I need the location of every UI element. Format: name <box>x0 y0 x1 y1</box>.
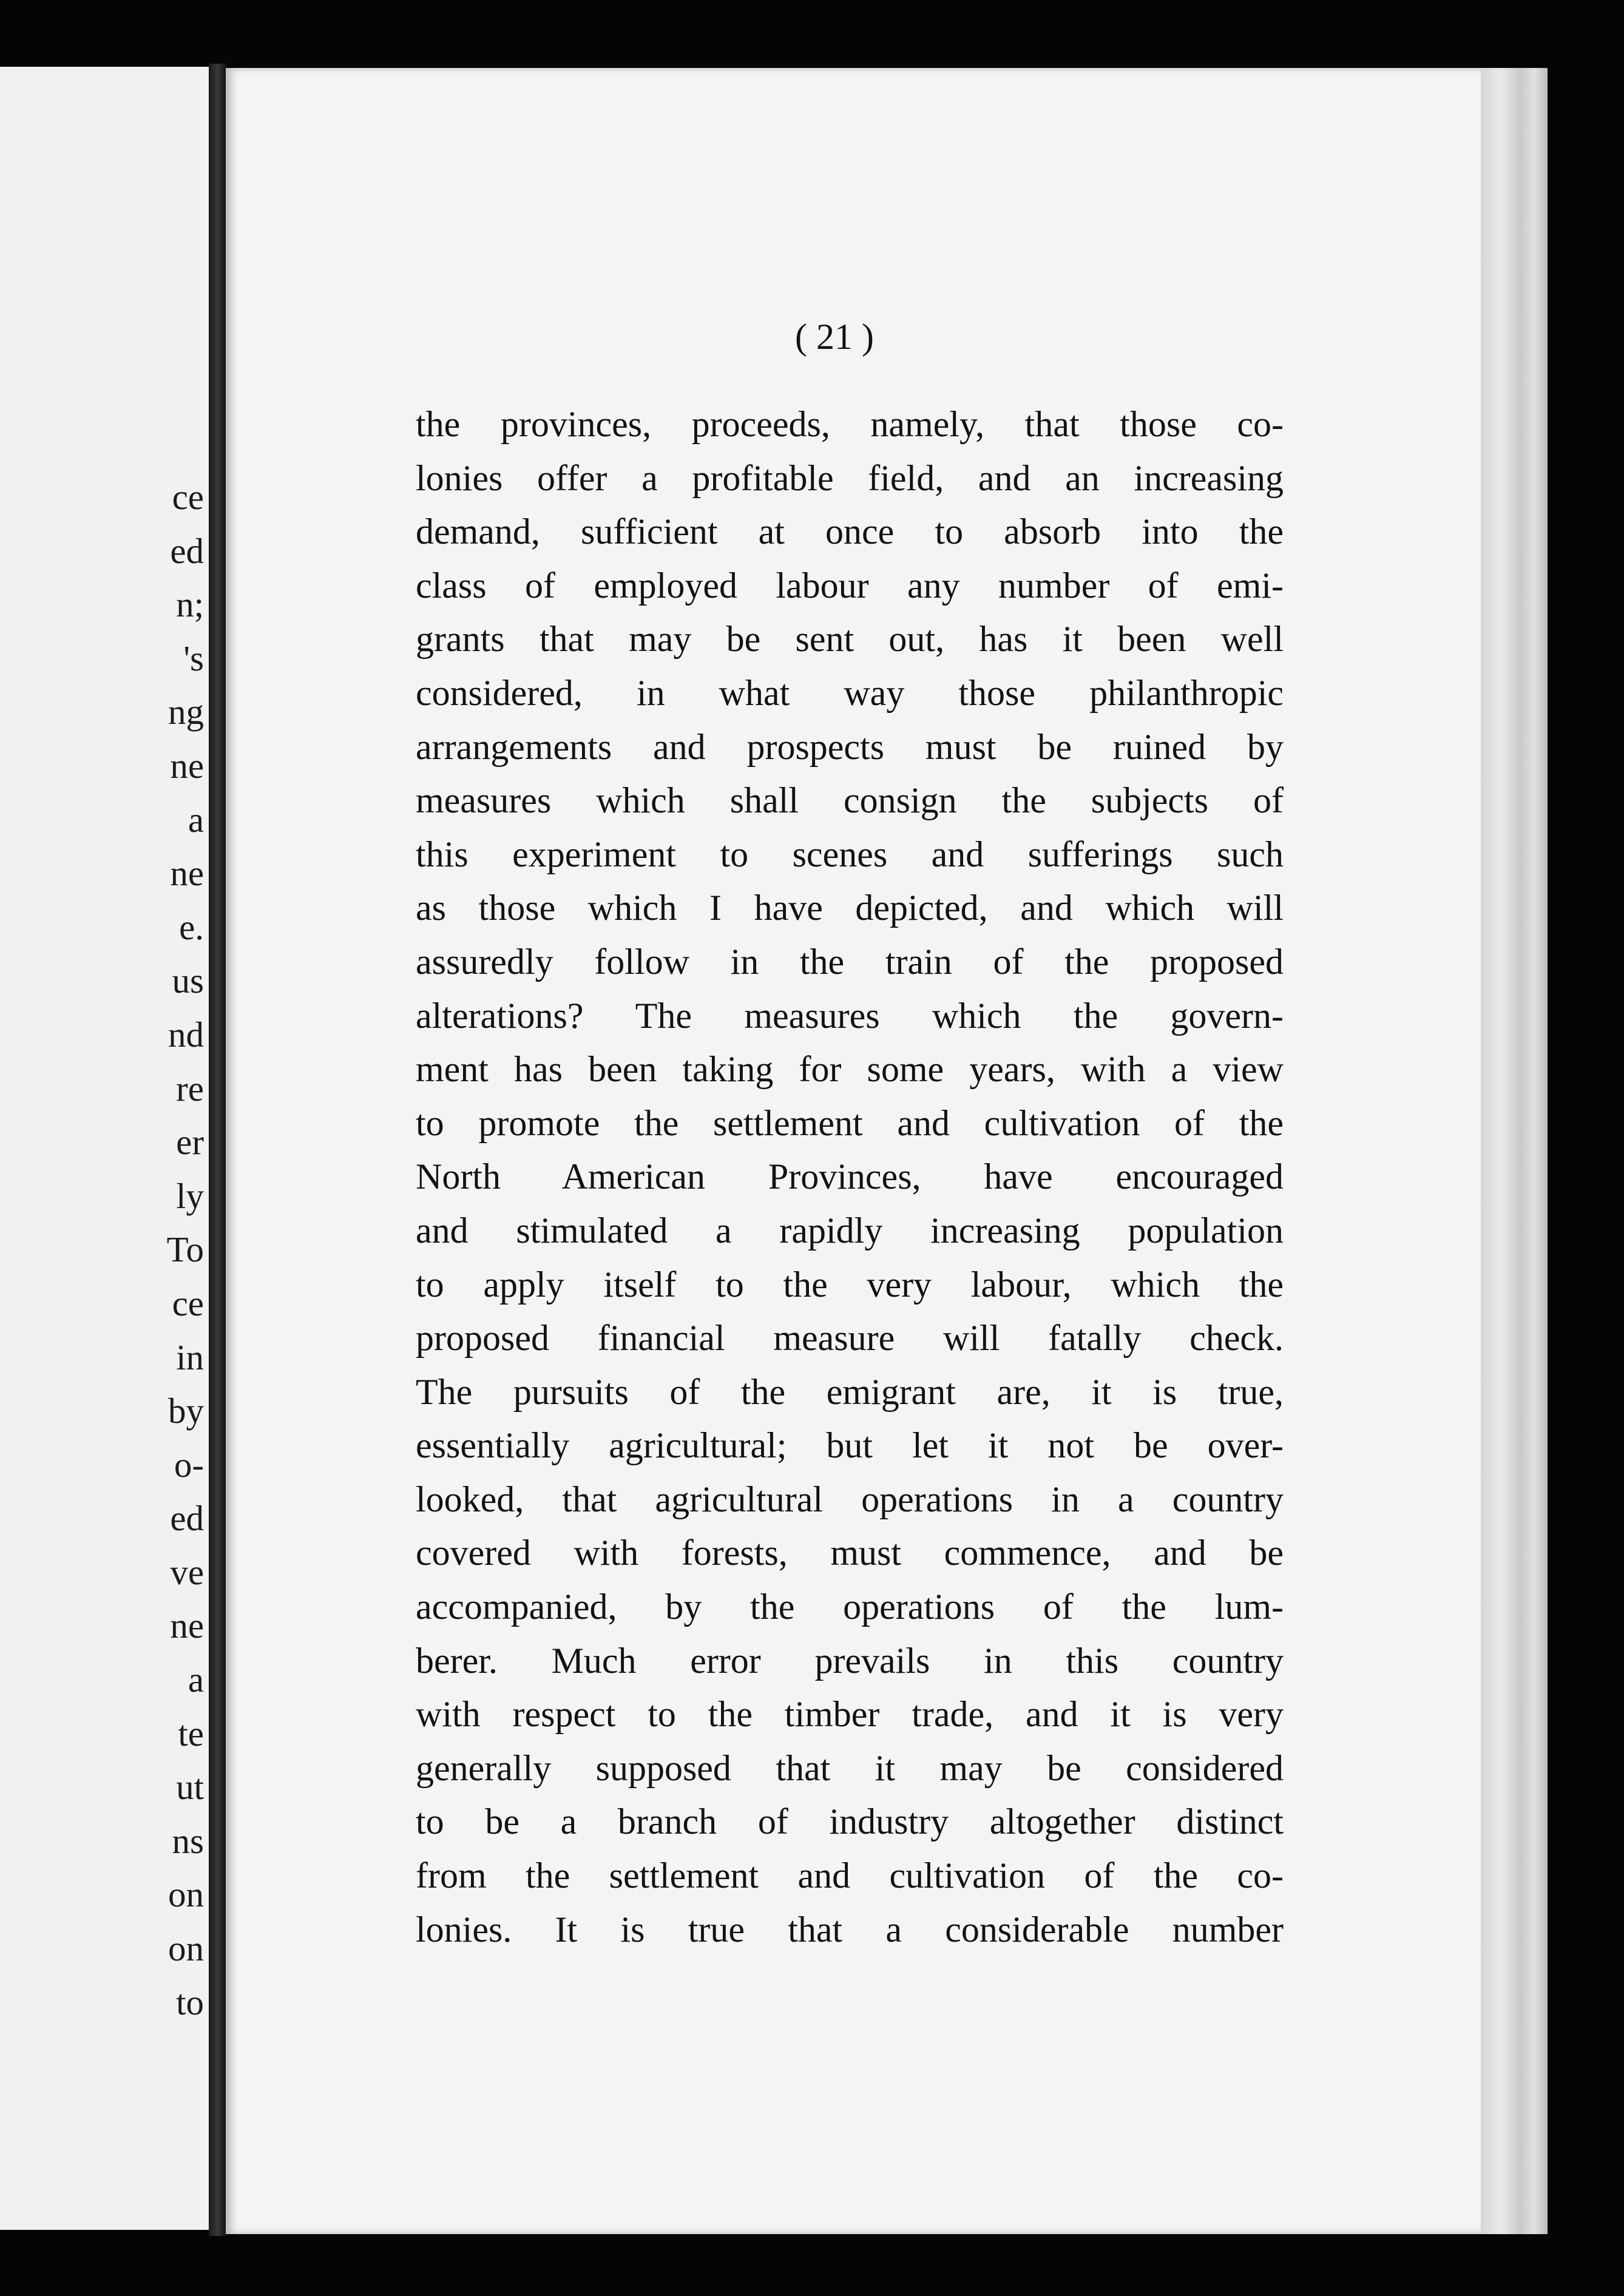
facing-line-fragment: to <box>176 1982 204 2022</box>
facing-line-fragment: re <box>176 1068 204 1109</box>
facing-page <box>0 67 215 2230</box>
text-line: measures which shall consign the subjects of <box>416 780 1284 821</box>
text-line: North American Provinces, have encouraged <box>416 1156 1284 1197</box>
text-line: to apply itself to the very labour, which the <box>416 1264 1284 1305</box>
page-edges <box>1481 68 1548 2234</box>
facing-line-fragment: er <box>176 1122 204 1163</box>
text-line: to promote the settlement and cultivation of the <box>416 1102 1284 1143</box>
text-line: as those which I have depicted, and which will <box>416 888 1284 928</box>
facing-line-fragment: on <box>168 1874 204 1915</box>
facing-line-fragment: nd <box>168 1014 204 1055</box>
facing-line-fragment: ne <box>170 745 204 786</box>
facing-line-fragment: us <box>172 961 204 1001</box>
page-number: ( 21 ) <box>795 316 874 357</box>
facing-line-fragment: ce <box>172 1283 204 1323</box>
facing-line-fragment: 's <box>183 638 204 678</box>
text-line: the provinces, proceeds, namely, that those co- <box>416 404 1284 444</box>
facing-line-fragment: ne <box>170 853 204 894</box>
facing-line-fragment: ut <box>176 1767 204 1808</box>
text-line: berer. Much error prevails in this country <box>416 1640 1284 1681</box>
facing-line-fragment: To <box>166 1229 204 1270</box>
text-line: alterations? The measures which the govern- <box>416 995 1284 1036</box>
text-line: from the settlement and cultivation of the co- <box>416 1855 1284 1896</box>
text-line: ment has been taking for some years, with a view <box>416 1049 1284 1090</box>
text-line: considered, in what way those philanthropic <box>416 672 1284 713</box>
facing-line-fragment: ed <box>170 530 204 571</box>
facing-line-fragment: n; <box>176 584 204 625</box>
facing-line-fragment: a <box>188 1660 204 1700</box>
text-line: proposed financial measure will fatally check. <box>416 1318 1284 1359</box>
facing-line-fragment: ed <box>170 1498 204 1539</box>
facing-line-fragment: on <box>168 1928 204 1969</box>
facing-line-fragment: te <box>178 1713 204 1754</box>
text-line: to be a branch of industry altogether distinct <box>416 1801 1284 1842</box>
text-line: lonies. It is true that a considerable number <box>416 1909 1284 1950</box>
facing-line-fragment: a <box>188 799 204 840</box>
text-line: covered with forests, must commence, and be <box>416 1533 1284 1573</box>
text-line: looked, that agricultural operations in a country <box>416 1479 1284 1519</box>
facing-page-text <box>83 470 204 2029</box>
text-line: essentially agricultural; but let it not be over- <box>416 1425 1284 1466</box>
facing-line-fragment: ne <box>170 1606 204 1646</box>
text-line: with respect to the timber trade, and it is very <box>416 1694 1284 1735</box>
facing-line-fragment: ly <box>176 1175 204 1216</box>
body-text <box>416 397 1284 1956</box>
text-line: The pursuits of the emigrant are, it is true, <box>416 1371 1284 1412</box>
facing-line-fragment: in <box>176 1337 204 1377</box>
text-line: class of employed labour any number of emi- <box>416 565 1284 606</box>
facing-line-fragment: ce <box>172 477 204 517</box>
text-line: assuredly follow in the train of the proposed <box>416 941 1284 982</box>
text-line: lonies offer a profitable field, and an increasing <box>416 458 1284 498</box>
facing-line-fragment: o- <box>174 1444 204 1485</box>
book-gutter <box>209 64 227 2236</box>
facing-line-fragment: by <box>168 1391 204 1431</box>
text-line: demand, sufficient at once to absorb into the <box>416 512 1284 552</box>
text-line: arrangements and prospects must be ruined by <box>416 726 1284 767</box>
facing-line-fragment: ns <box>172 1820 204 1861</box>
text-line: generally supposed that it may be considered <box>416 1747 1284 1788</box>
facing-line-fragment: e. <box>179 907 204 947</box>
text-line: accompanied, by the operations of the lum- <box>416 1587 1284 1627</box>
text-line: and stimulated a rapidly increasing population <box>416 1210 1284 1251</box>
text-line: grants that may be sent out, has it been well <box>416 619 1284 660</box>
facing-line-fragment: ng <box>168 692 204 732</box>
facing-line-fragment: ve <box>170 1551 204 1592</box>
text-line: this experiment to scenes and sufferings such <box>416 834 1284 874</box>
